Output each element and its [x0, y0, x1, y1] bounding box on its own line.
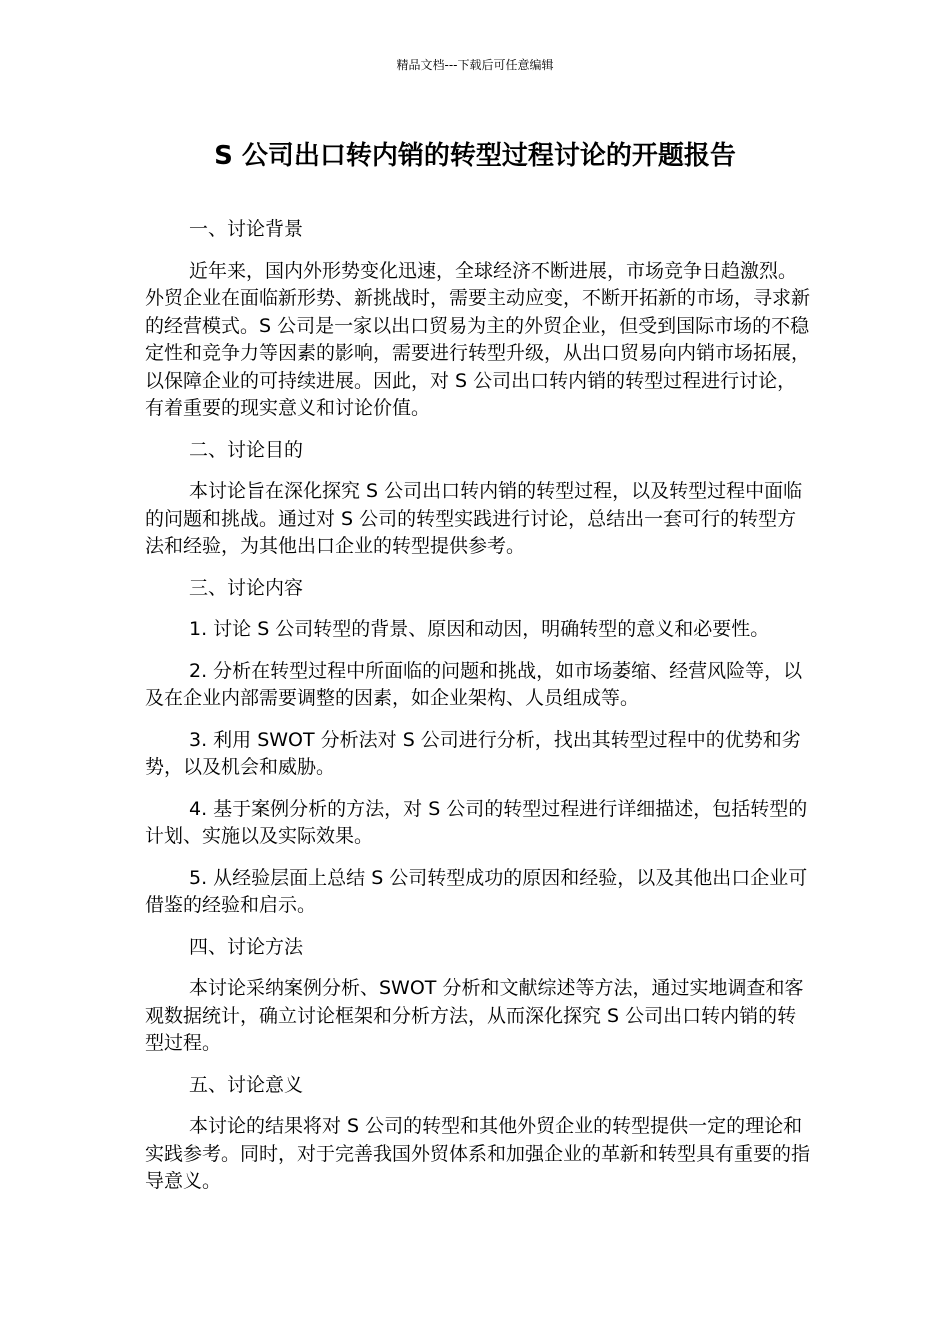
document-title: S 公司出口转内销的转型过程讨论的开题报告: [214, 141, 736, 171]
section-heading-significance: 五、讨论意义: [189, 1073, 304, 1096]
section-heading-purpose: 二、讨论目的: [189, 438, 304, 461]
section-body-purpose: 本讨论旨在深化探究 S 公司出口转内销的转型过程，以及转型过程中面临的问题和挑战。通过对 S 公司的转型实践进行讨论，总结出一套可行的转型方法和经验，为其他出口企业的转型提供参考。: [145, 480, 803, 557]
content-item-5: 5. 从经验层面上总结 S 公司转型成功的原因和经验，以及其他出口企业可借鉴的经验和启示。: [145, 866, 808, 916]
content-item-2: 2. 分析在转型过程中所面临的问题和挑战，如市场萎缩、经营风险等，以及在企业内部需要调整的因素，如企业架构、人员组成等。: [145, 659, 803, 709]
document-body: [145, 216, 810, 1210]
section-body-background: 近年来，国内外形势变化迅速，全球经济不断进展，市场竞争日趋激烈。外贸企业在面临新形势、新挑战时，需要主动应变，不断开拓新的市场，寻求新的经营模式。S 公司是一家以出口贸易为主的外贸企业，但受到国际市场的不稳定性和竞争力等因素的影响，需要进行转型升级，从出口贸易向内销市场拓展，以保障企业的可持续进展。因此，对 S 公司出口转内销的转型过程进行讨论，有着重要的现实意义和讨论价值。: [145, 259, 811, 419]
page-header: 精品文档---下载后可任意编辑: [396, 58, 554, 72]
content-item-4: 4. 基于案例分析的方法，对 S 公司的转型过程进行详细描述，包括转型的计划、实施以及实际效果。: [145, 797, 808, 847]
section-body-method: 本讨论采纳案例分析、SWOT 分析和文献综述等方法，通过实地调查和客观数据统计，确立讨论框架和分析方法，从而深化探究 S 公司出口转内销的转型过程。: [145, 977, 804, 1054]
section-heading-method: 四、讨论方法: [189, 935, 304, 958]
content-item-3: 3. 利用 SWOT 分析法对 S 公司进行分析，找出其转型过程中的优势和劣势，以及机会和威胁。: [145, 728, 801, 778]
section-heading-background: 一、讨论背景: [189, 218, 304, 240]
content-item-1: 1. 讨论 S 公司转型的背景、原因和动因，明确转型的意义和必要性。: [189, 618, 770, 640]
section-body-significance: 本讨论的结果将对 S 公司的转型和其他外贸企业的转型提供一定的理论和实践参考。同时，对于完善我国外贸体系和加强企业的革新和转型具有重要的指导意义。: [145, 1115, 811, 1192]
section-heading-content: 三、讨论内容: [189, 576, 304, 599]
